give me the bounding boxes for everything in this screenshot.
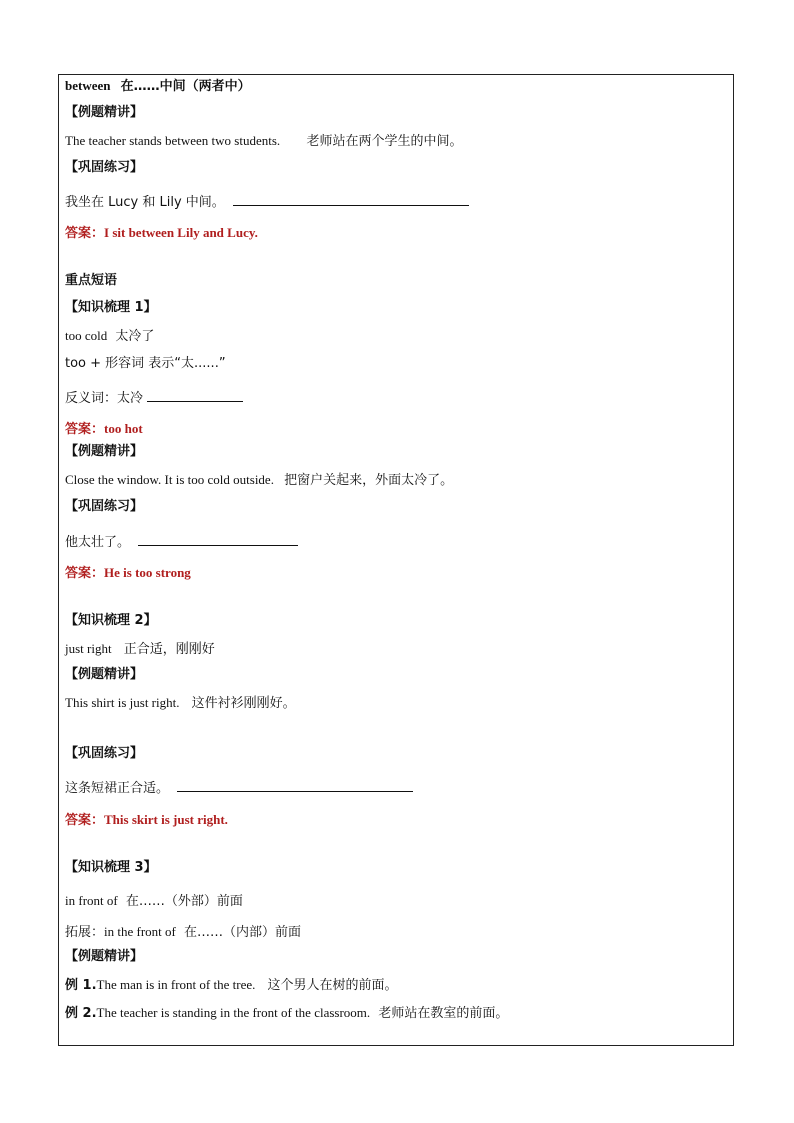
example-label: 例 2.: [65, 1006, 97, 1021]
section3-example-heading: 【例题精讲】: [65, 949, 144, 964]
answer-label: 答案：: [65, 813, 105, 828]
between-title: [65, 78, 251, 95]
section1-example-en: Close the window. It is too cold outside.: [65, 472, 274, 487]
section3-extend-cn: 在……（内部）前面: [184, 925, 302, 940]
section2-example: [65, 695, 296, 712]
section3-extend: [65, 924, 301, 941]
section1-practice-answer: [65, 565, 191, 582]
answer-blank[interactable]: [177, 779, 413, 792]
section1-antonym-prompt: 反义词：太冷: [65, 391, 144, 406]
section1-practice: [65, 533, 298, 551]
between-answer: [65, 225, 258, 242]
section3-phrase: [65, 893, 243, 910]
section2-practice-heading: 【巩固练习】: [65, 746, 144, 761]
section2-heading: 【知识梳理 2】: [65, 613, 157, 628]
between-word: between: [65, 78, 111, 93]
answer-blank[interactable]: [138, 533, 298, 546]
answer-blank[interactable]: [147, 389, 243, 402]
section2-practice-prompt: 这条短裙正合适。: [65, 781, 170, 796]
section3-ex2-cn: 老师站在教室的前面。: [378, 1006, 509, 1021]
between-practice: [65, 193, 469, 211]
section1-antonym-answer: [65, 421, 143, 438]
between-example-en: The teacher stands between two students.: [65, 133, 281, 148]
answer-text: This skirt is just right.: [104, 812, 228, 827]
between-example-heading: 【例题精讲】: [65, 105, 144, 120]
section2-phrase-en: just right: [65, 641, 112, 656]
answer-label: 答案：: [65, 566, 105, 581]
section1-practice-prompt: 他太壮了。: [65, 535, 131, 550]
section3-ex2-en: The teacher is standing in the front of the classroom.: [96, 1005, 371, 1020]
section1-phrase-en: too cold: [65, 328, 108, 343]
section1-antonym: [65, 389, 243, 407]
section2-example-heading: 【例题精讲】: [65, 667, 144, 682]
example-label: 例 1.: [65, 978, 97, 993]
section3-heading: 【知识梳理 3】: [65, 860, 157, 875]
section2-example-en: This shirt is just right.: [65, 695, 180, 710]
answer-label: 答案：: [65, 422, 105, 437]
section2-practice: [65, 779, 413, 797]
phrases-title: 重点短语: [65, 273, 118, 288]
section3-phrase-cn: 在……（外部）前面: [125, 894, 243, 909]
section1-heading: 【知识梳理 1】: [65, 300, 157, 315]
section3-extend-phrase: in the front of: [104, 924, 176, 939]
section3-phrase-en: in front of: [65, 893, 118, 908]
answer-blank[interactable]: [233, 193, 469, 206]
section1-example-heading: 【例题精讲】: [65, 444, 144, 459]
section2-example-cn: 这件衬衫刚刚好。: [191, 696, 296, 711]
section2-phrase-cn: 正合适，刚刚好: [123, 642, 215, 657]
section1-rule: too + 形容词 表示“太......”: [65, 356, 226, 371]
section3-ex1-cn: 这个男人在树的前面。: [267, 978, 398, 993]
section2-answer: [65, 812, 228, 829]
answer-text: I sit between Lily and Lucy.: [104, 225, 258, 240]
between-practice-prompt: 我坐在 Lucy 和 Lily 中间。: [65, 195, 225, 210]
between-practice-heading: 【巩固练习】: [65, 160, 144, 175]
between-meaning: 在……中间（两者中）: [120, 79, 251, 94]
answer-label: 答案：: [65, 226, 105, 241]
section1-example: [65, 472, 453, 489]
answer-text: He is too strong: [104, 565, 191, 580]
section3-example-1: [65, 977, 398, 994]
between-example: [65, 133, 462, 150]
answer-text: too hot: [104, 421, 143, 436]
section3-ex1-en: The man is in front of the tree.: [96, 977, 256, 992]
section2-phrase: [65, 641, 215, 658]
section3-example-2: [65, 1005, 508, 1022]
section1-phrase-cn: 太冷了: [115, 329, 155, 344]
section1-phrase: [65, 328, 154, 345]
section1-practice-heading: 【巩固练习】: [65, 499, 144, 514]
section1-example-cn: 把窗户关起来，外面太冷了。: [284, 473, 454, 488]
between-example-cn: 老师站在两个学生的中间。: [306, 134, 463, 149]
section3-extend-label: 拓展：: [65, 925, 105, 940]
